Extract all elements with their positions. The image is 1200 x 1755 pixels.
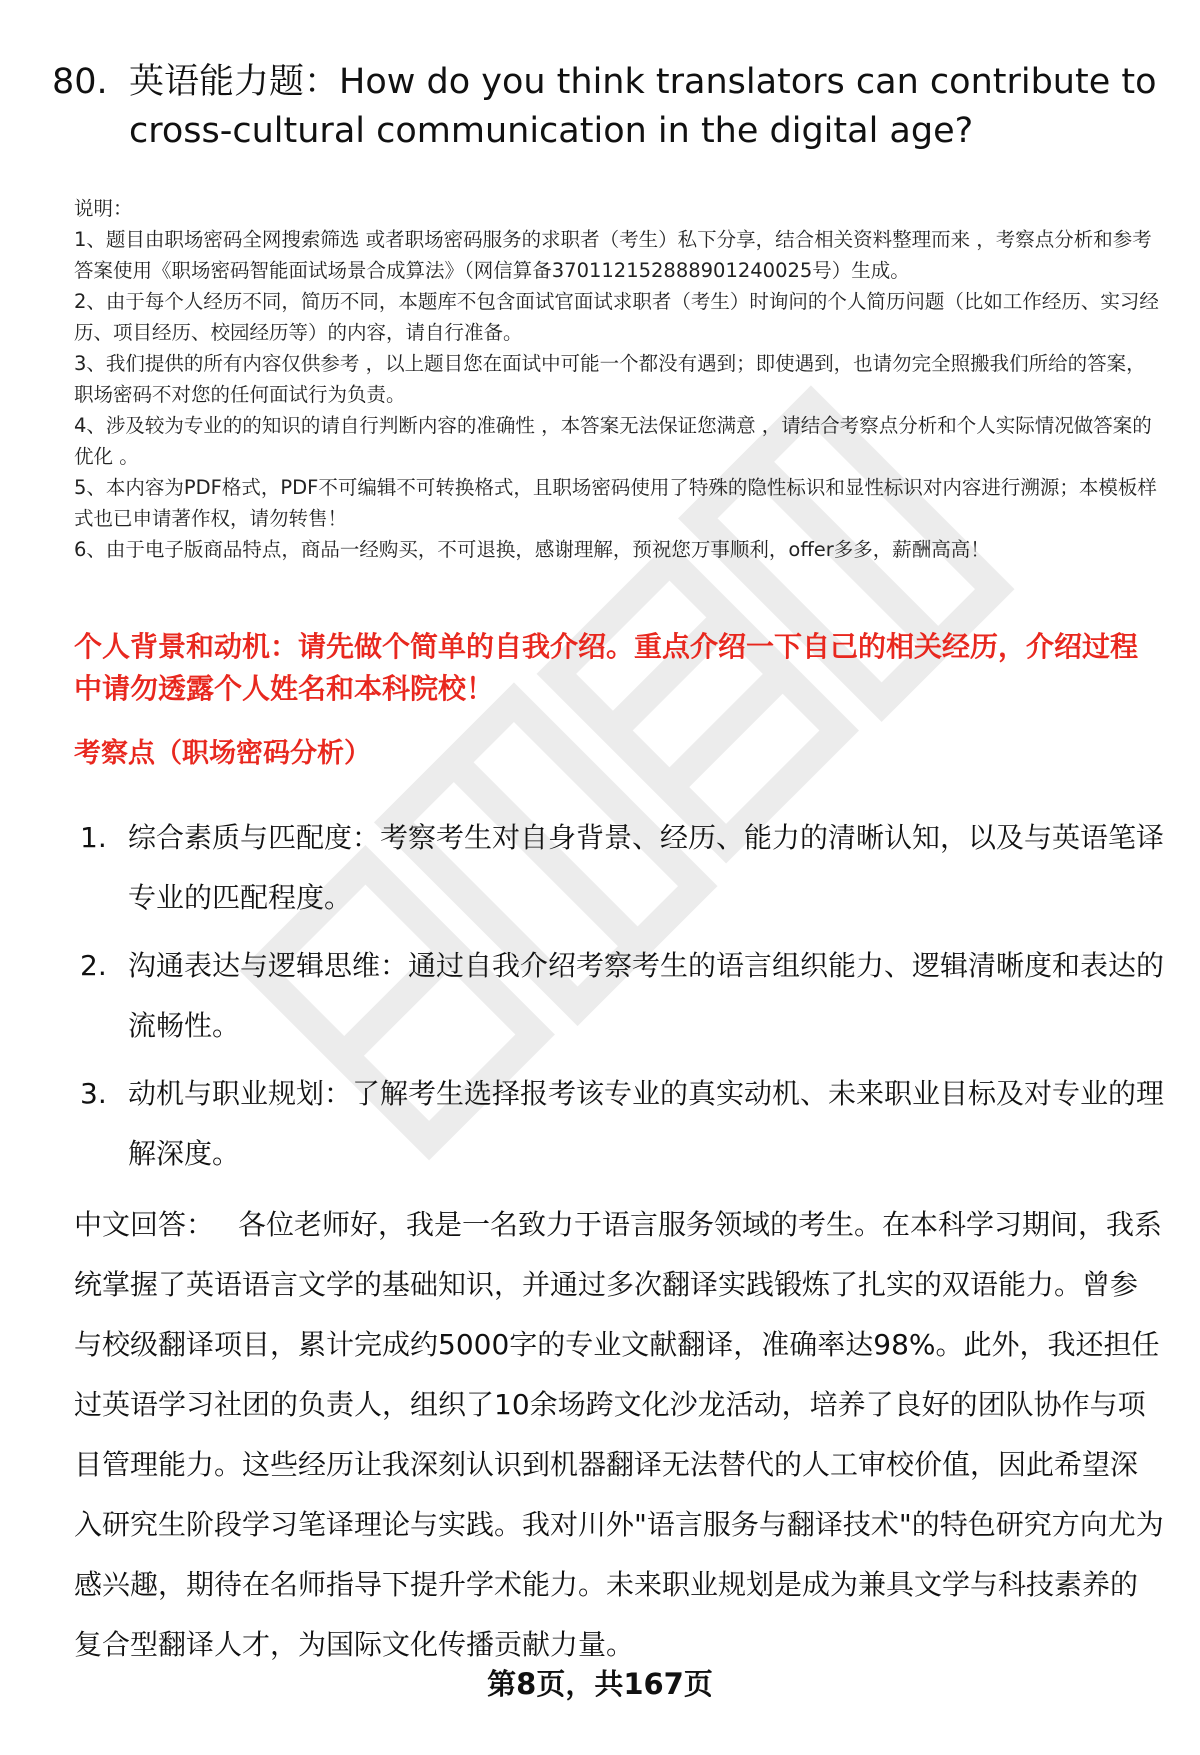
note-item: 6、由于电子版商品特点，商品一经购买，不可退换，感谢理解，预祝您万事顺利，offer多多，薪酬高高！ — [74, 538, 990, 561]
section-subheading: 考察点（职场密码分析） — [74, 738, 371, 769]
page-footer: 第8页，共167页 — [487, 1667, 713, 1701]
note-item: 1、题目由职场密码全网搜索筛选 或者职场密码服务的求职者（考生）私下分享，结合相关资料整理而来 ，考察点分析和参考答案使用《职场密码智能面试场景合成算法》（网信算备370112152888901240025号）生成。 — [74, 228, 1152, 282]
note-item: 5、本内容为PDF格式，PDF不可编辑不可转换格式，且职场密码使用了特殊的隐性标识和显性标识对内容进行溯源；本模板样式也已申请著作权，请勿转售！ — [74, 476, 1157, 530]
answer-text: 各位老师好，我是一名致力于语言服务领域的考生。在本科学习期间，我系统掌握了英语语言文学的基础知识，并通过多次翻译实践锻炼了扎实的双语能力。曾参与校级翻译项目，累计完成约5000字的专业文献翻译，准确率达98%。此外，我还担任过英语学习社团的负责人，组织了10余场跨文化沙龙活动，培养了良好的团队协作与项目管理能力。这些经历让我深刻认识到机器翻译无法替代的人工审校价值，因此希望深入研究生阶段学习笔译理论与实践。我对川外"语言服务与翻译技术"的特色研究方向尤为感兴趣，期待在名师指导下提升学术能力。未来职业规划是成为兼具文学与科技素养的复合型翻译人才，为国际文化传播贡献力量。 — [74, 1208, 1164, 1661]
note-item: 4、涉及较为专业的的知识的请自行判断内容的准确性 ，本答案无法保证您满意 ，请结合考察点分析和个人实际情况做答案的优化 。 — [74, 414, 1152, 468]
notes-section — [74, 193, 1164, 565]
question-number: 80. — [52, 62, 108, 102]
point-text: 沟通表达与逻辑思维：通过自我介绍考察考生的语言组织能力、逻辑清晰度和表达的流畅性。 — [128, 949, 1165, 1042]
analysis-points — [80, 808, 1164, 1192]
point-number: 3. — [80, 1077, 107, 1110]
analysis-point — [80, 808, 1164, 928]
question-text: 英语能力题：How do you think translators can contribute to cross-cultural communication in the digital age? — [129, 62, 1157, 151]
question-title — [52, 58, 1162, 156]
note-item: 2、由于每个人经历不同，简历不同，本题库不包含面试官面试求职者（考生）时询问的个人简历问题（比如工作经历、实习经历、项目经历、校园经历等）的内容，请自行准备。 — [74, 290, 1159, 344]
notes-title: 说明： — [74, 197, 133, 220]
point-text: 综合素质与匹配度：考察考生对自身背景、经历、能力的清晰认知，以及与英语笔译专业的匹配程度。 — [128, 821, 1165, 914]
section-heading: 个人背景和动机：请先做个简单的自我介绍。重点介绍一下自己的相关经历，介绍过程中请勿透露个人姓名和本科院校！ — [74, 630, 1139, 705]
note-item: 3、我们提供的所有内容仅供参考 ，以上题目您在面试中可能一个都没有遇到；即使遇到，也请勿完全照搬我们所给的答案，职场密码不对您的任何面试行为负责。 — [74, 352, 1146, 406]
point-number: 2. — [80, 949, 107, 982]
answer-label: 中文回答： — [74, 1208, 215, 1241]
answer-section — [74, 1195, 1164, 1675]
analysis-point — [80, 1064, 1164, 1184]
analysis-point — [80, 936, 1164, 1056]
point-number: 1. — [80, 821, 107, 854]
point-text: 动机与职业规划：了解考生选择报考该专业的真实动机、未来职业目标及对专业的理解深度。 — [128, 1077, 1165, 1170]
